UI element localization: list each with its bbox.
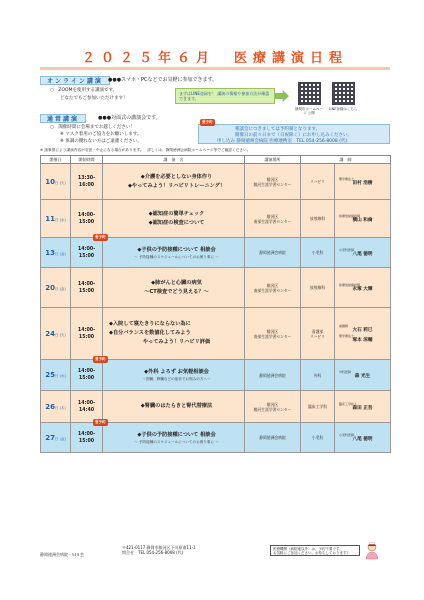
row-time-end: 15:00 xyxy=(78,253,95,259)
row-reservation-badge: 要予約 xyxy=(95,235,106,239)
row-name: 永塚 大輝 xyxy=(352,286,373,292)
row-name: 八尾 徳明 xyxy=(352,251,373,257)
row-talk-1: ◆介護を必要としない身体作り xyxy=(140,173,213,180)
qr-homepage-caption: 静岡市ホームページ 公開 xyxy=(295,107,323,115)
row-talk-2: ◆やってみよう！リハビリトレーニング！ xyxy=(127,182,226,189)
row-role: 理学療法士 xyxy=(339,176,355,181)
row-time-start: 14:00- xyxy=(77,212,96,218)
header-title: 講 演 名 xyxy=(103,156,245,164)
row-name: 横山 和倫 xyxy=(352,217,373,223)
row-dept-2: リハビリ xyxy=(309,333,326,339)
row-talk-2: ～CT検査でどう見える？～ xyxy=(144,288,209,295)
venue-line-2: ※ マスク着用のご協力をお願いします。 xyxy=(60,132,142,137)
table-row xyxy=(41,308,391,360)
header-venue: 講演場所 xyxy=(245,156,301,164)
row-weekday: 日 (火) xyxy=(54,332,66,337)
row-day: 13 xyxy=(45,248,55,257)
row-venue-1: 駿河区 xyxy=(266,282,279,288)
row-time-start: 14:00- xyxy=(77,246,96,252)
row-talk-3: やってみよう！リハビリ評価 xyxy=(142,339,211,345)
reservation-line-1: 相談会につきましては予約制となります。 xyxy=(235,127,321,132)
row-day: 27 xyxy=(45,433,55,442)
venue-section-desc: ●●●対面式の講演会です。 xyxy=(98,115,161,121)
row-name: 大石 莉巳 xyxy=(352,327,373,333)
row-venue-2: 駿河生涯学習センター xyxy=(253,181,292,187)
title-underline xyxy=(40,67,390,70)
online-section-desc: ●●●スマホ・PCなどでお気軽に参加できます。 xyxy=(108,77,218,83)
row-role: 小児科医師 xyxy=(339,432,355,437)
row-talk-1: ◆認知症の簡単チェック xyxy=(148,210,205,217)
row-dept: 臨床工学科 xyxy=(301,391,335,423)
row-venue-1: 駿河区 xyxy=(266,401,279,407)
row-dept: 小児科 xyxy=(301,423,335,453)
footer-note-2: お気軽にご参加ください。お待ちしております♪ xyxy=(273,551,349,555)
footer-contact: 問合せ TEL 054-256-8008 (代) xyxy=(122,550,184,555)
row-dept: 放射線科 xyxy=(301,268,335,308)
row-venue-1: 静岡徳洲会病院 xyxy=(259,372,286,378)
row-venue-2: 南部生涯学習センター xyxy=(253,287,292,293)
row-time-start: 14:00- xyxy=(77,369,96,374)
row-time-start: 14:00- xyxy=(77,281,96,287)
reservation-badge: 要予約 xyxy=(202,120,213,124)
change-notice: ※ 諸事情により講演内容が変更・中止になる場合があります。 詳しくは、静岡徳洲会病院ホームページ等でご確認ください。 xyxy=(40,148,251,152)
row-venue-1: 駿河区 xyxy=(266,213,279,219)
row-weekday: 日 (水) xyxy=(54,374,66,378)
row-reservation-badge: 要予約 xyxy=(95,357,106,361)
row-reservation-badge: 要予約 xyxy=(95,420,106,424)
row-day: 26 xyxy=(45,402,55,411)
row-time-start: 14:00- xyxy=(77,400,96,406)
footer-address-block xyxy=(122,545,196,555)
row-day: 10 xyxy=(45,177,55,186)
row-venue-2: 南部生涯学習センター xyxy=(253,333,292,339)
row-weekday: 日 (木) xyxy=(54,405,66,410)
row-role-2: 理学療法士 xyxy=(339,333,355,338)
row-venue-1: 駿河区 xyxy=(266,328,279,334)
row-role: 外科医師 xyxy=(339,370,352,374)
row-time-end: 15:00 xyxy=(78,219,95,225)
arrow-right-icon xyxy=(275,90,289,102)
row-weekday: 日 (金) xyxy=(54,436,66,441)
footer-note-1: 医療機関（病院地以外）は、予約不要です。 xyxy=(273,546,343,551)
row-venue-1: 静岡徳洲会病院 xyxy=(259,435,286,440)
footer-note-box xyxy=(270,545,360,556)
row-talk-1: ◆肺がんと心臓の病気 xyxy=(151,279,202,286)
row-time-start: 14:00- xyxy=(77,327,96,333)
row-weekday: 日 (金) xyxy=(54,251,66,256)
row-name-2: 塚本 涼輔 xyxy=(352,337,373,343)
reservation-line-2: 開催日の前々日まで（日祝除く）にお申し込みください。 xyxy=(235,133,352,138)
qr-line-caption: LINE登録はこちら xyxy=(328,107,358,111)
header-lecturer: 講 師 xyxy=(301,156,391,164)
row-time-start: 13:30- xyxy=(77,175,96,181)
row-weekday: 日 (金) xyxy=(54,286,66,291)
row-talk-1: ◆子供の予防接種について 相談会 xyxy=(137,246,216,253)
footer-organization: 静岡徳洲会病院・ＭＳ会 xyxy=(40,552,84,557)
row-role: 診療放射線技師 xyxy=(339,282,361,287)
row-talk-1: ◆腎臓のはたらきと腎代替療法 xyxy=(140,403,213,409)
row-dept: 小児科 xyxy=(301,238,335,268)
header-time: 開始時間 xyxy=(71,156,103,164)
nurse-illustration-icon xyxy=(364,542,380,560)
online-bullet-2: どなたでもご参加いただけます！ xyxy=(60,96,128,101)
online-section-label: オンライン講演 xyxy=(40,76,110,85)
row-time-end: 15:00 xyxy=(78,334,95,340)
row-talk-1: ◆子供の予防接種について 相談会 xyxy=(137,431,216,438)
row-time-end: 14:40 xyxy=(78,407,95,413)
table-header-row xyxy=(41,156,391,164)
row-role: 小児科医師 xyxy=(339,247,355,252)
row-name: 田村 浩樹 xyxy=(352,180,373,186)
schedule-table xyxy=(40,155,391,453)
row-dept: 外科 xyxy=(301,360,335,391)
row-talk-2: ◆認知症の検査について xyxy=(148,219,205,226)
row-name: 森 光生 xyxy=(354,374,371,379)
row-time-end: 15:00 xyxy=(78,288,95,294)
row-day: 11 xyxy=(45,214,55,223)
row-dept: 看護部 xyxy=(311,328,324,334)
header-date: 開催日 xyxy=(41,156,71,164)
qr-code-line[interactable] xyxy=(332,82,355,105)
row-time-start: 14:00- xyxy=(77,431,96,437)
footer-address: 〒421-0117 静岡市駿河区下川原南11-1 xyxy=(122,545,196,550)
row-name: 八尾 徳明 xyxy=(352,436,373,442)
table-row xyxy=(41,391,391,423)
row-day: 24 xyxy=(45,329,55,338)
row-talk-1: ◆外科 よろず お気軽相談会 xyxy=(144,369,209,375)
row-time-end: 15:00 xyxy=(78,376,95,381)
row-role: 看護師 xyxy=(339,323,349,328)
row-time-end: 15:00 xyxy=(78,438,95,444)
venue-line-1: ○ 開催時間に会場までお越しください！ xyxy=(50,125,135,130)
reservation-info-box xyxy=(198,124,390,144)
table-row xyxy=(41,164,391,200)
row-weekday: 日 (火) xyxy=(54,180,66,185)
page-title: ２０２５年６月 医療講演日程 xyxy=(81,51,348,66)
row-talk-sub: ～ 予防接種のスケジュールについてのお困り事に ～ xyxy=(134,254,219,259)
table-row xyxy=(41,360,391,391)
row-venue-1: 静岡徳洲会病院 xyxy=(259,250,286,255)
row-dept: 放射線科 xyxy=(301,200,335,238)
line-register-note: まずはLINE登録を！ 講演の情報や参加方法が確認できます。 xyxy=(175,88,275,104)
row-name: 森田 正吾 xyxy=(352,405,373,411)
venue-line-3: ※ 体調の優れない方はご遠慮ください。 xyxy=(60,139,142,144)
row-talk-sub: ～肝臓、膵臓などの症状でお悩みの方へ～ xyxy=(142,377,211,381)
row-day: 25 xyxy=(45,371,55,379)
row-role: 臨床工学技士 xyxy=(339,401,358,406)
row-talk-sub: ～ 予防接種のスケジュールについてのお困り事に ～ xyxy=(134,439,219,444)
reservation-line-3: 申し込み 静岡徳洲会病院 医療連携室 TEL 054-256-8008 (代) xyxy=(217,139,348,144)
row-venue-1: 駿河区 xyxy=(266,176,279,182)
row-venue-2: 南部生涯学習センター xyxy=(253,218,292,224)
row-day: 20 xyxy=(45,283,55,292)
row-time-end: 16:00 xyxy=(78,182,95,188)
row-talk-1: ◆入院して寝たきりにならない為に xyxy=(109,321,191,327)
row-role: 診療放射線技師 xyxy=(339,213,361,218)
venue-section-label: 通常講演 xyxy=(40,114,86,123)
row-dept: リハビリ xyxy=(301,164,335,200)
table-row xyxy=(41,423,391,453)
table-row xyxy=(41,268,391,308)
row-weekday: 日 (水) xyxy=(54,217,66,222)
row-venue-2: 駿河生涯学習センター xyxy=(253,406,292,412)
table-row xyxy=(41,200,391,238)
table-row xyxy=(41,238,391,268)
row-talk-2: ◆自分バランスを数値化してみよう xyxy=(109,330,191,336)
online-bullet-1: ○ ZOOMを使用する講演です。 xyxy=(50,88,118,93)
qr-code-homepage[interactable] xyxy=(298,82,321,105)
